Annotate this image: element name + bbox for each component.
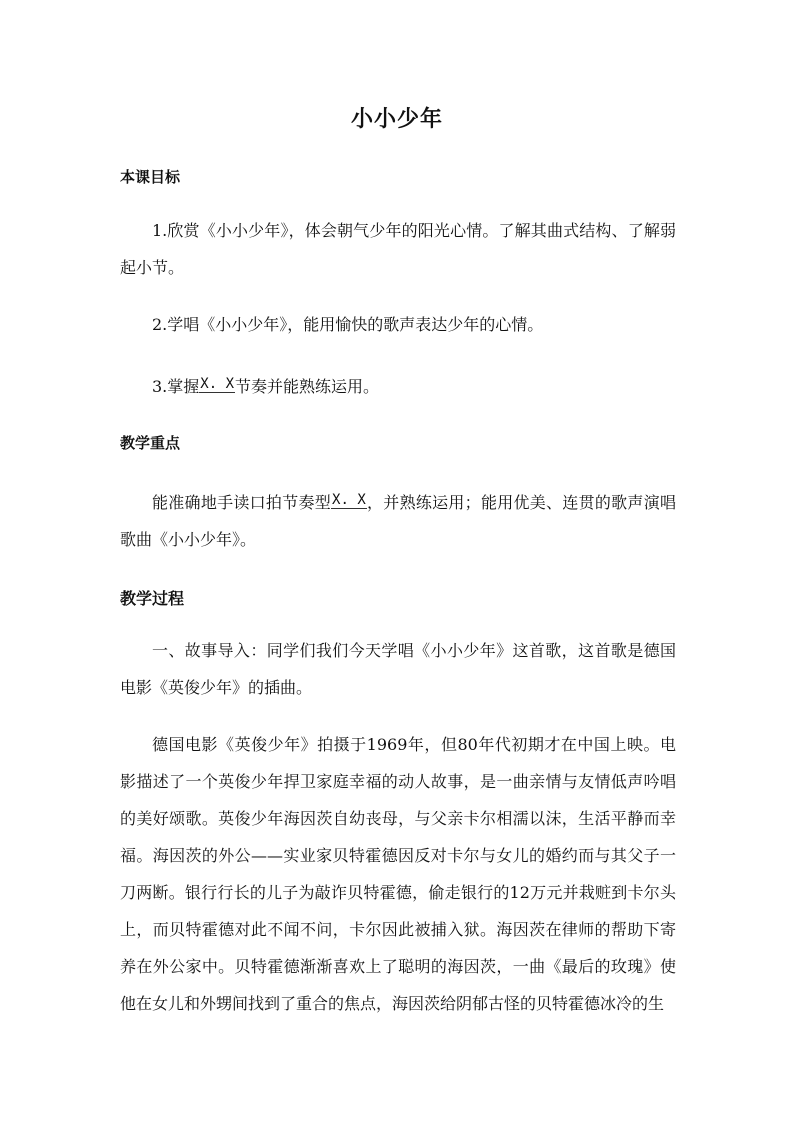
goal-item-1: 1.欣赏《小小少年》，体会朝气少年的阳光心情。了解其曲式结构、了解弱起小节。 (120, 221, 676, 277)
process-paragraph-2: 德国电影《英俊少年》拍摄于1969年，但80年代初期才在中国上映。电影描述了一个英俊少年捍卫家庭幸福的动人故事，是一曲亲情与友情低声吟唱的美好颂歌。英俊少年海因茨自幼丧母，与父亲卡尔相濡以沫，生活平静而幸福。海因茨的外公——实业家贝特霍德因反对卡尔与女儿的婚约而与其父子一刀两断。银行行长的儿子为敲诈贝特霍德，偷走银行的12万元并栽赃到卡尔头上，而贝特霍德对此不闻不问，卡尔因此被捕入狱。海因茨在律师的帮助下寄养在外公家中。贝特霍德渐渐喜欢上了聪明的海因茨，一曲《最后的玫瑰》使他在女儿和外甥间找到了重合的焦点，海因茨给阴郁古怪的贝特霍德冰冷的生 (120, 735, 676, 1013)
focus-text-suffix: ，并熟练运用；能用优美、连贯的歌声演唱歌曲《小小少年》。 (120, 493, 676, 549)
focus-text-prefix: 能准确地手读口拍节奏型 (152, 493, 332, 512)
process-paragraph-1: 一、故事导入：同学们我们今天学唱《小小少年》这首歌，这首歌是德国电影《英俊少年》的插曲。 (120, 641, 676, 697)
focus-heading: 教学重点 (120, 434, 181, 452)
goal-item-3-prefix: 3.掌握 (152, 377, 200, 396)
goals-heading: 本课目标 (120, 168, 181, 186)
rhythm-notation: X. X (200, 376, 234, 392)
focus-text (120, 484, 676, 558)
process-heading: 教学过程 (120, 589, 185, 608)
rhythm-notation: X. X (332, 492, 366, 508)
goal-item-3-suffix: 节奏并能熟练运用。 (235, 377, 380, 396)
goal-item-2: 2.学唱《小小少年》，能用愉快的歌声表达少年的心情。 (152, 315, 544, 334)
goal-item-3 (120, 368, 676, 405)
page-title: 小小少年 (350, 106, 443, 132)
